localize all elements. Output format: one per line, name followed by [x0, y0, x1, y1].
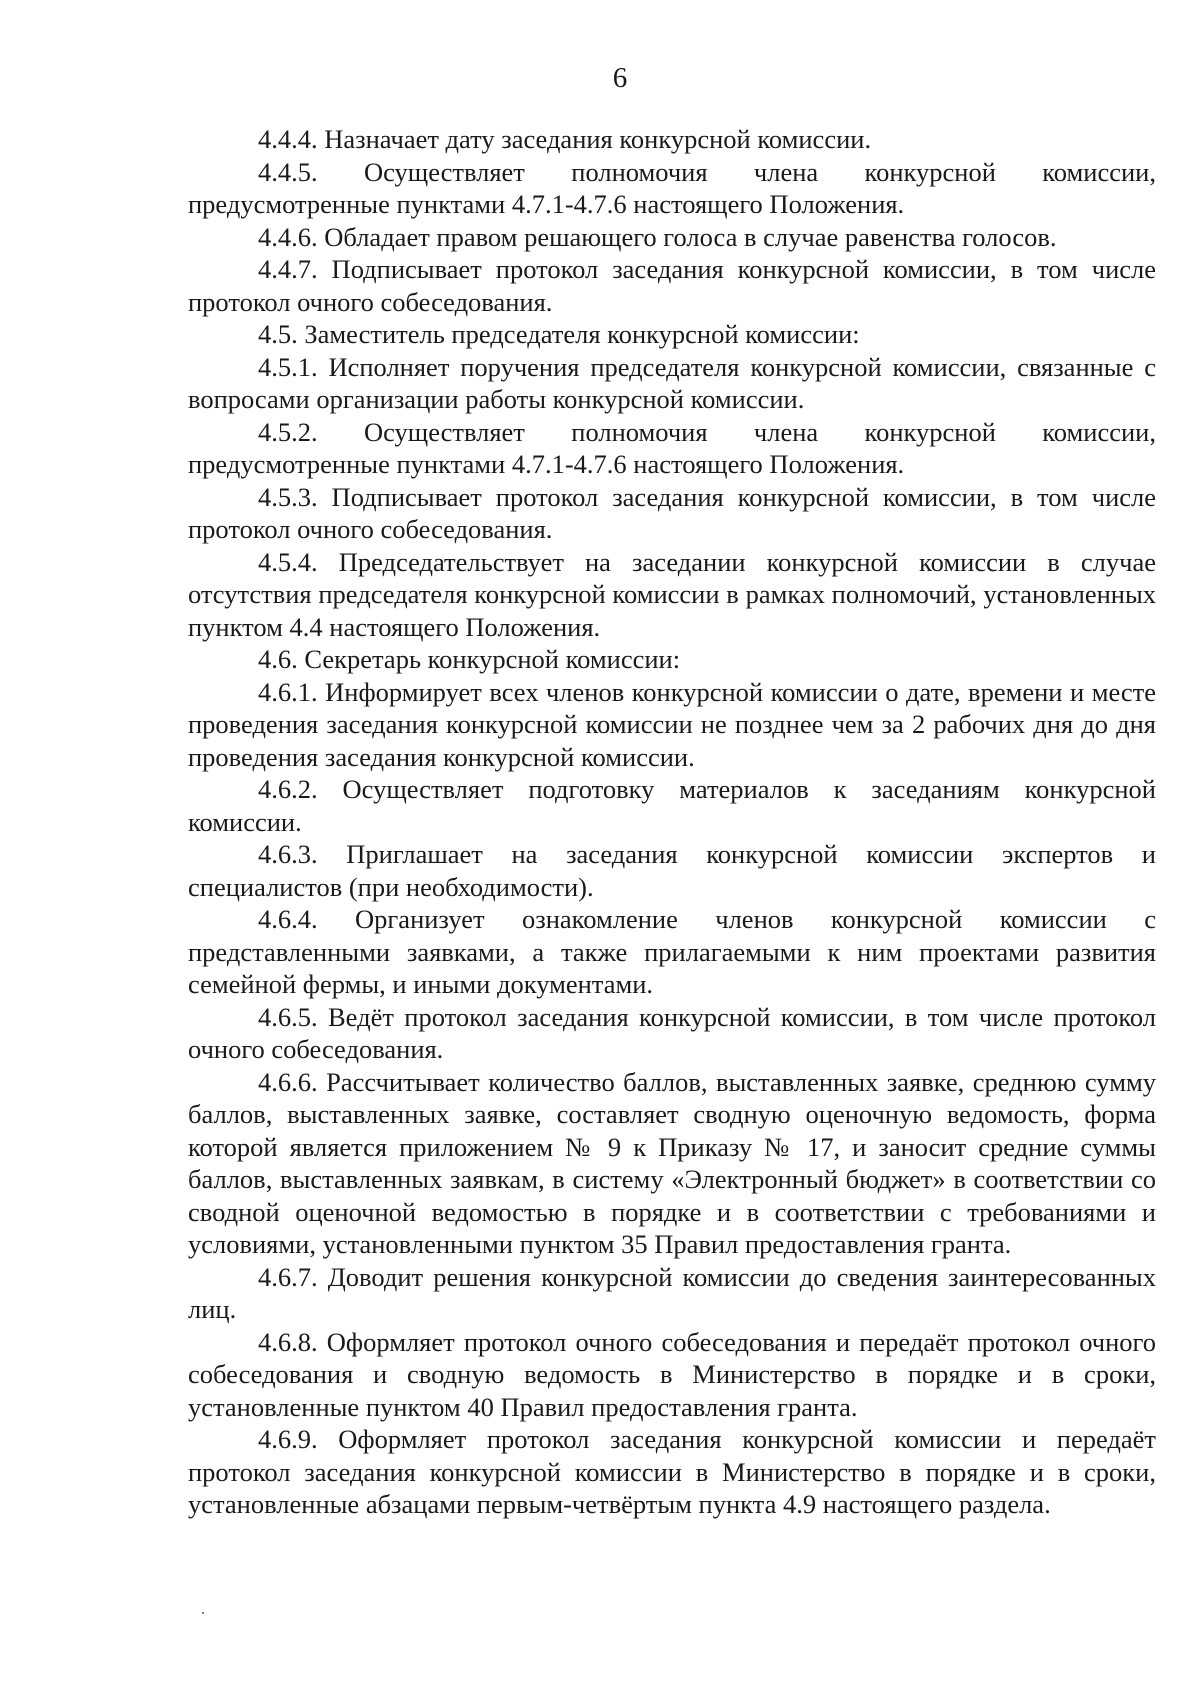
paragraph-4-6-1: 4.6.1. Информирует всех членов конкурсной комиссии о дате, времени и месте проведения заседания конкурсной комиссии не позднее чем за 2 рабочих дня до дня проведения заседания конкурсной комиссии.: [188, 676, 1156, 772]
paragraph-4-5-2: 4.5.2. Осуществляет полномочия члена конкурсной комиссии, предусмотренные пунктами 4.7.1-4.7.6 настоящего Положения.: [188, 416, 1156, 479]
paragraph-4-6-4: 4.6.4. Организует ознакомление членов конкурсной комиссии с представленными заявками, а также прилагаемыми к ним проектами развития семейной фермы, и иными документами.: [188, 904, 1156, 999]
paragraph-4-4-7: 4.4.7. Подписывает протокол заседания конкурсной комиссии, в том числе протокол очного собеседования.: [188, 254, 1156, 317]
document-body: [188, 123, 1156, 1521]
paragraph-4-6-9: 4.6.9. Оформляет протокол заседания конкурсной комиссии и передаёт протокол заседания конкурсной комиссии в Министерство в порядке и в сроки, установленные абзацами первым-четвёртым пункта 4.9 настоящего раздела.: [188, 1424, 1156, 1519]
paragraph-4-5: 4.5. Заместитель председателя конкурсной комиссии:: [258, 319, 860, 349]
paragraph-4-6-7: 4.6.7. Доводит решения конкурсной комиссии до сведения заинтересованных лиц.: [188, 1261, 1156, 1324]
paragraph-4-4-4: 4.4.4. Назначает дату заседания конкурсной комиссии.: [258, 124, 872, 154]
paragraph-4-5-3: 4.5.3. Подписывает протокол заседания конкурсной комиссии, в том числе протокол очного собеседования.: [188, 481, 1156, 544]
paragraph-4-6: 4.6. Секретарь конкурсной комиссии:: [258, 644, 681, 674]
paragraph-4-6-3: 4.6.3. Приглашает на заседания конкурсной комиссии экспертов и специалистов (при необходимости).: [188, 839, 1156, 902]
paragraph-4-6-8: 4.6.8. Оформляет протокол очного собеседования и передаёт протокол очного собеседования и сводную ведомость в Министерство в порядке и в сроки, установленные пунктом 40 Правил предоставления гранта.: [188, 1326, 1156, 1422]
paragraph-4-5-1: 4.5.1. Исполняет поручения председателя конкурсной комиссии, связанные с вопросами организации работы конкурсной комиссии.: [188, 351, 1156, 414]
page-number: 6: [612, 62, 628, 94]
paragraph-4-4-5: 4.4.5. Осуществляет полномочия члена конкурсной комиссии, предусмотренные пунктами 4.7.1-4.7.6 настоящего Положения.: [188, 156, 1156, 219]
paragraph-4-6-2: 4.6.2. Осуществляет подготовку материалов к заседаниям конкурсной комиссии.: [188, 774, 1156, 837]
paragraph-4-4-6: 4.4.6. Обладает правом решающего голоса в случае равенства голосов.: [258, 221, 1057, 252]
scan-speck: [202, 1612, 204, 1614]
paragraph-4-6-5: 4.6.5. Ведёт протокол заседания конкурсной комиссии, в том числе протокол очного собеседования.: [188, 1001, 1156, 1064]
paragraph-4-5-4: 4.5.4. Председательствует на заседании конкурсной комиссии в случае отсутствия председателя конкурсной комиссии в рамках полномочий, установленных пунктом 4.4 настоящего Положения.: [188, 546, 1156, 642]
paragraph-4-6-6: 4.6.6. Рассчитывает количество баллов, выставленных заявке, среднюю сумму баллов, выставленных заявке, составляет сводную оценочную ведомость, форма которой является приложением № 9 к Приказу № 17, и заносит средние суммы баллов, выставленных заявкам, в систему «Электронный бюджет» в соответствии со сводной оценочной ведомостью в порядке и в соответствии с требованиями и условиями, установленными пунктом 35 Правил предоставления гранта.: [188, 1066, 1156, 1259]
